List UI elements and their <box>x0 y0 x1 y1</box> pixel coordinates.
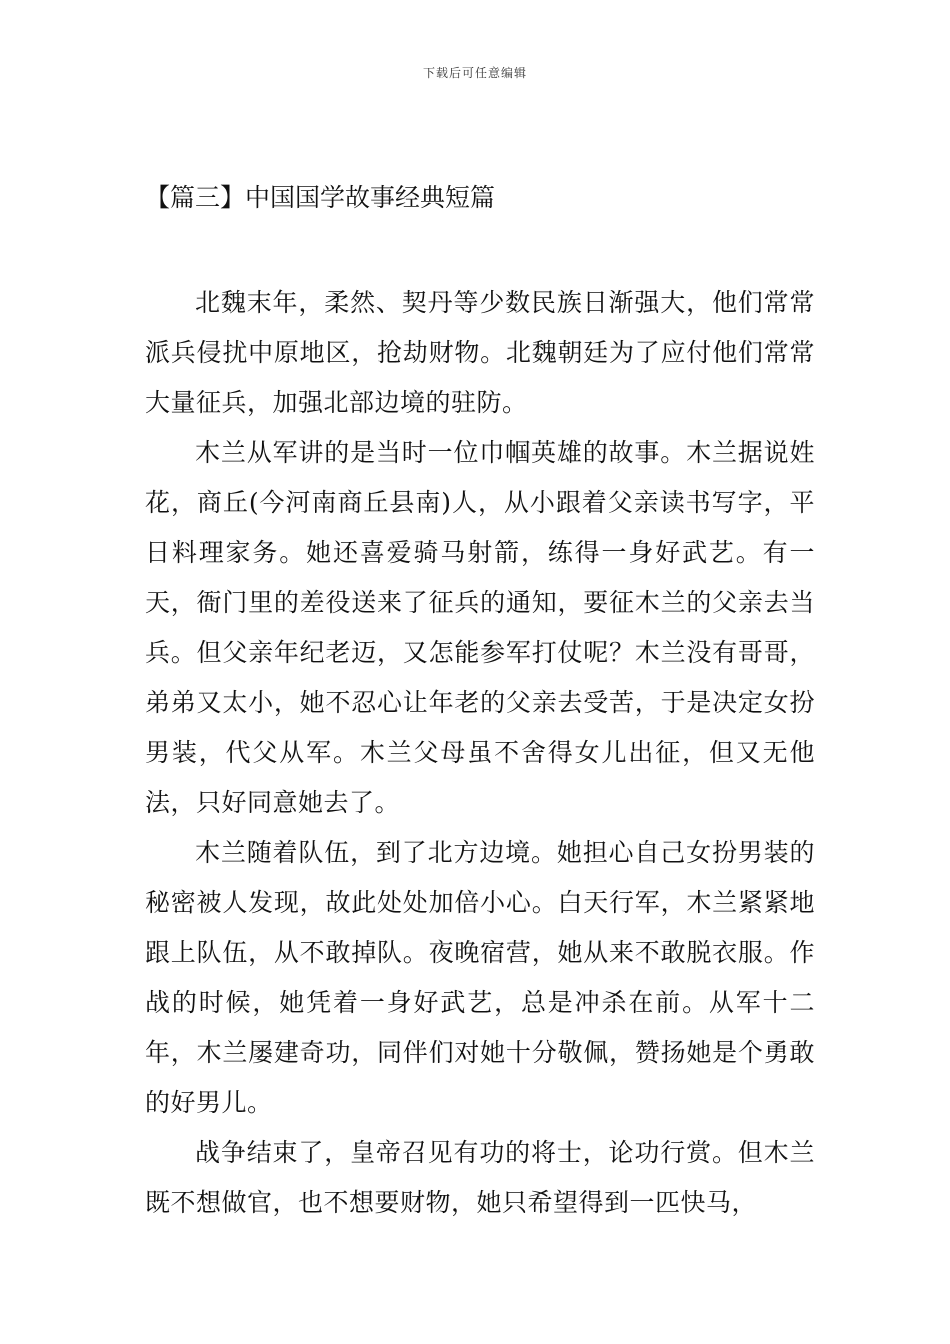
paragraph: 北魏末年，柔然、契丹等少数民族日渐强大，他们常常派兵侵扰中原地区，抢劫财物。北魏朝廷为了应付他们常常大量征兵，加强北部边境的驻防。 <box>145 288 815 417</box>
paragraph: 木兰从军讲的是当时一位巾帼英雄的故事。木兰据说姓花，商丘(今河南商丘县南)人，从小跟着父亲读书写字，平日料理家务。她还喜爱骑马射箭，练得一身好武艺。有一天，衙门里的差役送来了征兵的通知，要征木兰的父亲去当兵。但父亲年纪老迈，又怎能参军打仗呢？木兰没有哥哥，弟弟又太小，她不忍心让年老的父亲去受苦，于是决定女扮男装，代父从军。木兰父母虽不舍得女儿出征，但又无他法，只好同意她去了。 <box>145 438 815 817</box>
paragraph: 木兰随着队伍，到了北方边境。她担心自己女扮男装的秘密被人发现，故此处处加倍小心。白天行军，木兰紧紧地跟上队伍，从不敢掉队。夜晚宿营，她从来不敢脱衣服。作战的时候，她凭着一身好武艺，总是冲杀在前。从军十二年，木兰屡建奇功，同伴们对她十分敬佩，赞扬她是个勇敢的好男儿。 <box>145 838 815 1117</box>
page-header-note: 下载后可任意编辑 <box>422 66 527 80</box>
document-title: 【篇三】中国国学故事经典短篇 <box>145 183 496 212</box>
paragraph: 战争结束了，皇帝召见有功的将士，论功行赏。但木兰既不想做官，也不想要财物，她只希望得到一匹快马， <box>145 1138 815 1217</box>
document-body <box>145 278 815 1228</box>
